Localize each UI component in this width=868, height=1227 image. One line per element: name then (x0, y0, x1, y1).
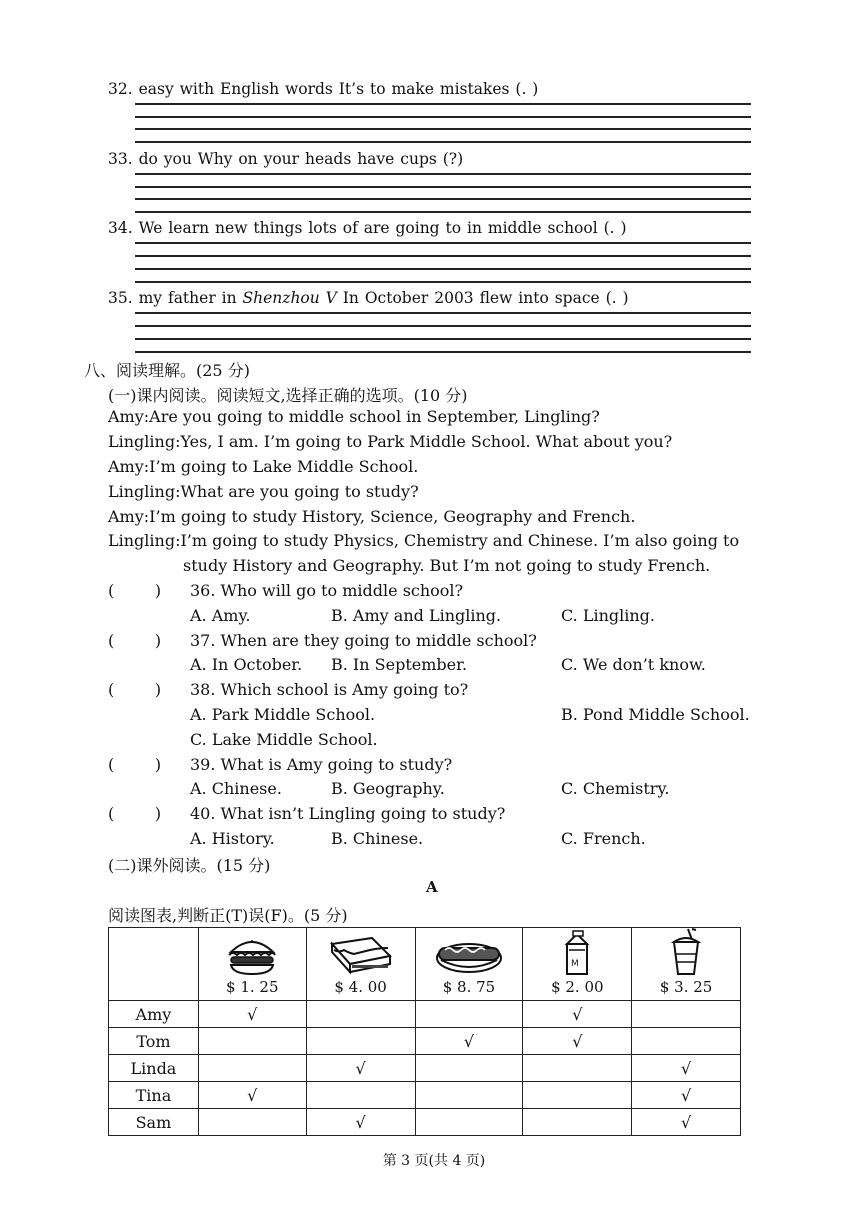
person-name: Amy (109, 1001, 199, 1028)
dialogue-line: Lingling:What are you going to study? (108, 482, 419, 501)
food-cell (632, 928, 741, 1001)
question-text: 39. What is Amy going to study? (190, 755, 453, 774)
table-row (109, 1109, 741, 1136)
option-b: B. Chinese. (331, 829, 424, 848)
food-cell (198, 928, 306, 1001)
answer-line[interactable] (135, 242, 751, 244)
option-b: B. Geography. (331, 779, 445, 798)
dialogue-line: Amy:I’m going to Lake Middle School. (108, 457, 419, 476)
person-name: Sam (109, 1109, 199, 1136)
answer-line[interactable] (135, 351, 751, 353)
answer-line[interactable] (135, 281, 751, 283)
answer-blank[interactable]: ( ) (108, 581, 162, 600)
answer-line[interactable] (135, 186, 751, 188)
answer-blank[interactable]: ( ) (108, 631, 162, 650)
price-label: $ 2. 00 (551, 978, 604, 996)
answer-line[interactable] (135, 173, 751, 175)
price-label: $ 3. 25 (659, 978, 713, 996)
check-cell: √ (632, 1082, 741, 1109)
question-35-part: 35. my father in (108, 289, 243, 307)
answer-line[interactable] (135, 141, 751, 143)
question-34: 34. We learn new things lots of are going to in middle school (. ) (108, 219, 627, 237)
table-row (109, 1001, 741, 1028)
check-cell (198, 1109, 306, 1136)
svg-text:M: M (571, 959, 580, 969)
question-32: 32. easy with English words It’s to make mistakes (. ) (108, 80, 539, 98)
section-title: 八、阅读理解。(25 分) (84, 361, 250, 380)
check-cell (523, 1055, 632, 1082)
option-c: C. We don’t know. (561, 655, 706, 674)
question-35 (108, 289, 629, 307)
price-label: $ 4. 00 (334, 978, 387, 996)
check-cell (415, 1082, 523, 1109)
hotdog-icon (433, 934, 505, 976)
option-b: B. Amy and Lingling. (331, 606, 502, 625)
option-a: A. History. (190, 829, 275, 848)
dialogue-line: Lingling:Yes, I am. I’m going to Park Middle School. What about you? (108, 432, 673, 451)
answer-line[interactable] (135, 128, 751, 130)
check-cell (632, 1028, 741, 1055)
dialogue-line: Amy:I’m going to study History, Science, Geography and French. (108, 507, 636, 526)
answer-line[interactable] (135, 255, 751, 257)
food-cell (415, 928, 523, 1001)
answer-line[interactable] (135, 103, 751, 105)
check-cell: √ (198, 1082, 306, 1109)
answer-line[interactable] (135, 338, 751, 340)
answer-blank[interactable]: ( ) (108, 680, 162, 699)
question-text: 36. Who will go to middle school? (190, 581, 464, 600)
check-cell (523, 1109, 632, 1136)
option-a: A. Chinese. (190, 779, 282, 798)
menu-table (108, 927, 741, 1136)
food-cell (523, 928, 632, 1001)
question-35-italic: Shenzhou V (242, 289, 337, 307)
check-cell (415, 1109, 523, 1136)
option-a: A. In October. (190, 655, 303, 674)
option-a: A. Park Middle School. (190, 705, 376, 724)
table-row (109, 1055, 741, 1082)
price-label: $ 1. 25 (226, 978, 279, 996)
check-cell (415, 1001, 523, 1028)
hamburger-icon (225, 934, 279, 976)
table-row (109, 1028, 741, 1055)
check-cell: √ (306, 1109, 415, 1136)
check-cell (415, 1055, 523, 1082)
option-c: C. Chemistry. (561, 779, 670, 798)
check-cell (306, 1028, 415, 1055)
option-c: C. French. (561, 829, 646, 848)
check-cell: √ (632, 1109, 741, 1136)
question-35-part: In October 2003 flew into space (. ) (336, 289, 629, 307)
drink-cup-icon (668, 928, 704, 976)
page-footer: 第 3 页(共 4 页) (382, 1153, 486, 1169)
food-cell (306, 928, 415, 1001)
option-c: C. Lake Middle School. (190, 730, 378, 749)
sandwich-icon (328, 934, 394, 976)
check-cell (306, 1082, 415, 1109)
option-b: B. Pond Middle School. (561, 705, 750, 724)
check-cell (198, 1055, 306, 1082)
table-header-row (109, 928, 741, 1001)
check-cell (306, 1001, 415, 1028)
answer-blank[interactable]: ( ) (108, 755, 162, 774)
check-cell (632, 1001, 741, 1028)
check-cell: √ (523, 1028, 632, 1055)
passage-label: A (426, 878, 438, 896)
answer-line[interactable] (135, 116, 751, 118)
answer-line[interactable] (135, 268, 751, 270)
part2-title: (二)课外阅读。(15 分) (108, 856, 271, 875)
price-label: $ 8. 75 (442, 978, 496, 996)
answer-line[interactable] (135, 312, 751, 314)
option-a: A. Amy. (190, 606, 251, 625)
person-name: Tina (109, 1082, 199, 1109)
person-name: Linda (109, 1055, 199, 1082)
option-c: C. Lingling. (561, 606, 655, 625)
check-cell: √ (306, 1055, 415, 1082)
check-cell: √ (415, 1028, 523, 1055)
check-cell (198, 1028, 306, 1055)
option-b: B. In September. (331, 655, 468, 674)
table-row (109, 1082, 741, 1109)
milk-carton-icon (561, 930, 593, 976)
dialogue-line: Lingling:I’m going to study Physics, Chemistry and Chinese. I’m also going to (108, 531, 740, 550)
answer-line[interactable] (135, 325, 751, 327)
check-cell: √ (198, 1001, 306, 1028)
question-33: 33. do you Why on your heads have cups (?) (108, 150, 464, 168)
check-cell: √ (632, 1055, 741, 1082)
person-name: Tom (109, 1028, 199, 1055)
check-cell (523, 1082, 632, 1109)
dialogue-line: study History and Geography. But I’m not going to study French. (183, 556, 711, 575)
dialogue-line: Amy:Are you going to middle school in September, Lingling? (108, 407, 600, 426)
question-text: 38. Which school is Amy going to? (190, 680, 469, 699)
answer-blank[interactable]: ( ) (108, 804, 162, 823)
answer-line[interactable] (135, 198, 751, 200)
table-instruction: 阅读图表,判断正(T)误(F)。(5 分) (108, 906, 348, 925)
table-corner-cell (109, 928, 199, 1001)
check-cell: √ (523, 1001, 632, 1028)
part1-title: (一)课内阅读。阅读短文,选择正确的选项。(10 分) (108, 386, 468, 405)
answer-line[interactable] (135, 211, 751, 213)
question-text: 37. When are they going to middle school? (190, 631, 537, 650)
question-text: 40. What isn’t Lingling going to study? (190, 804, 506, 823)
